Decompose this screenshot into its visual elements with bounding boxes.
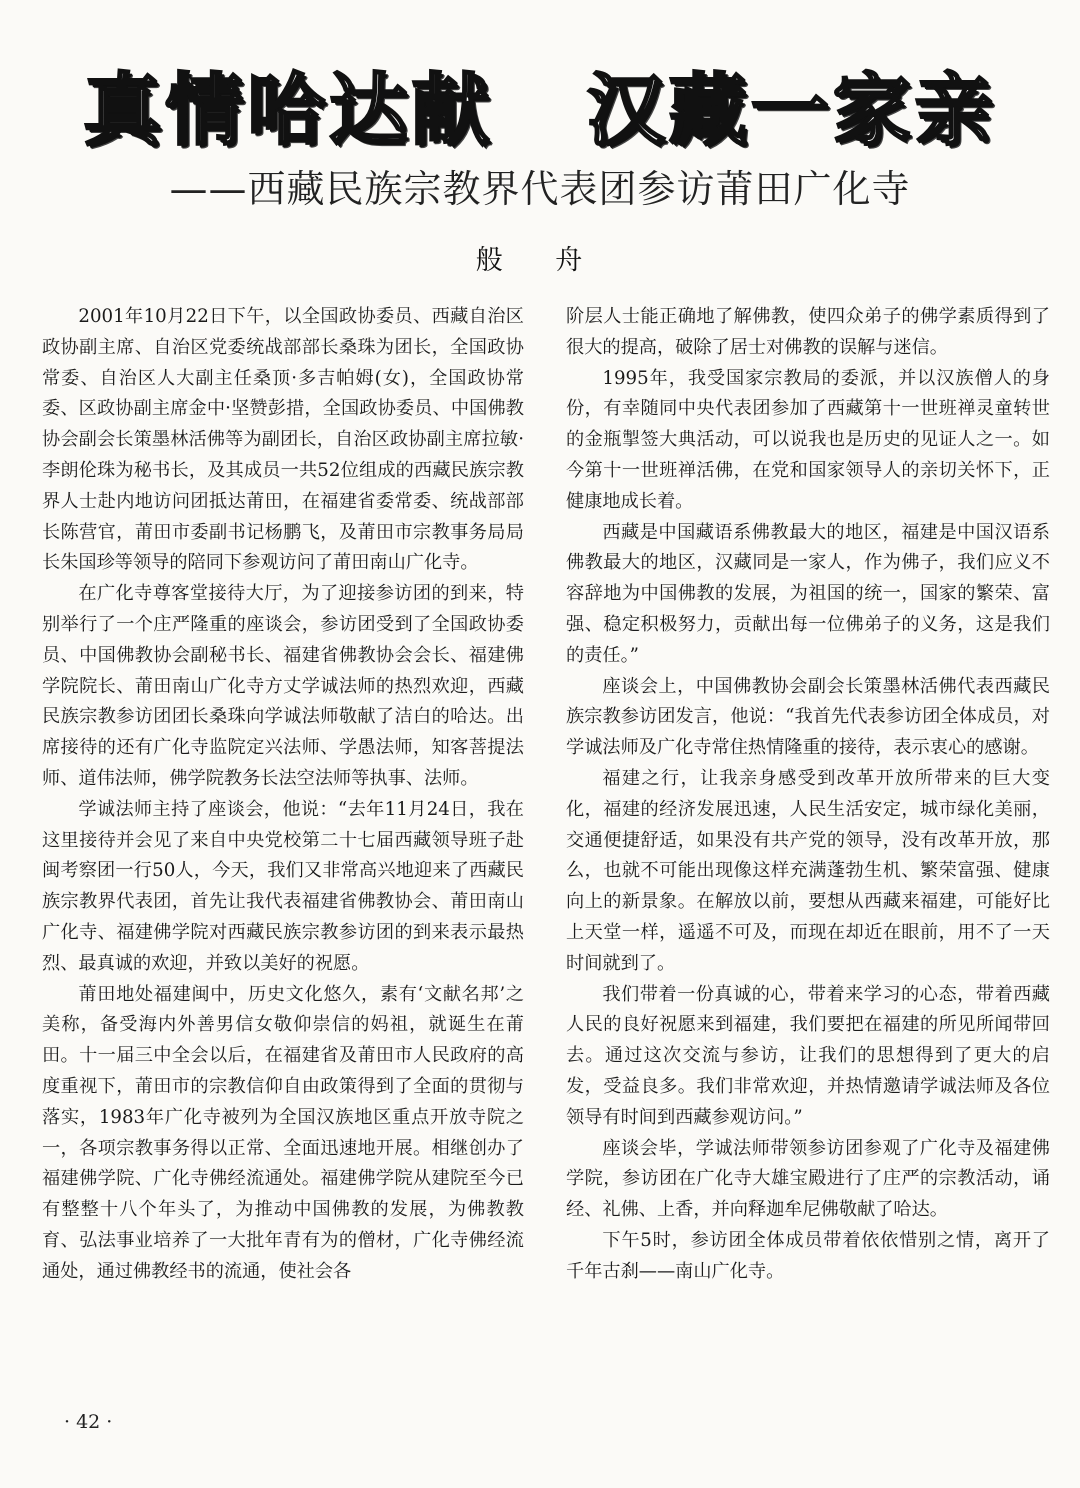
- paragraph: 座谈会毕，学诚法师带领参访团参观了广化寺及福建佛学院，参访团在广化寺大雄宝殿进行了庄严的宗教活动，诵经、礼佛、上香，并向释迦牟尼佛敬献了哈达。: [566, 1137, 1050, 1221]
- paragraph: 莆田地处福建闽中，历史文化悠久，素有‘文献名邦’之美称，备受海内外善男信女敬仰崇信的妈祖，就诞生在莆田。十一届三中全会以后，在福建省及莆田市人民政府的高度重视下，莆田市的宗教信仰自由政策得到了全面的贯彻与落实，1983年广化寺被列为全国汉族地区重点开放寺院之一，各项宗教事务得以正常、全面迅速地开展。相继创办了福建佛学院、广化寺佛经流通处。福建佛学院从建院至今已有整整十八个年头了，为推动中国佛教的发展，为佛教教育、弘法事业培养了一大批年青有为的僧材，广化寺佛经流通处，通过佛教经书的流通，使社会各: [42, 983, 524, 1282]
- paragraph: 2001年10月22日下午，以全国政协委员、西藏自治区政协副主席、自治区党委统战部部长桑珠为团长，全国政协常委、自治区人大副主任桑顶·多吉帕姆(女)，全国政协常委、区政协副主席金中·坚赞彭措，全国政协委员、中国佛教协会副会长策墨林活佛等为副团长，自治区政协副主席拉敏·李朗伦珠为秘书长，及其成员一共52位组成的西藏民族宗教界人士赴内地访问团抵达莆田，在福建省委常委、统战部部长陈营官，莆田市委副书记杨鹏飞，及莆田市宗教事务局局长朱国珍等领导的陪同下参观访问了莆田南山广化寺。: [42, 306, 524, 574]
- article-title: 真情哈达献 汉藏一家亲: [83, 66, 997, 156]
- paragraph: 下午5时，参访团全体成员带着依依惜别之情，离开了千年古刹——南山广化寺。: [566, 1229, 1050, 1282]
- paragraph: 福建之行，让我亲身感受到改革开放所带来的巨大变化，福建的经济发展迅速，人民生活安定，城市绿化美丽，交通便捷舒适，如果没有共产党的领导，没有改革开放，那么，也就不可能出现像这样充满蓬勃生机、繁荣富强、健康向上的新景象。在解放以前，要想从西藏来福建，可能好比上天堂一样，遥遥不可及，而现在却近在眼前，用不了一天时间就到了。: [566, 767, 1050, 974]
- paragraph: 座谈会上，中国佛教协会副会长策墨林活佛代表西藏民族宗教参访团发言，他说：“我首先代表参访团全体成员，对学诚法师及广化寺常住热情隆重的接待，表示衷心的感谢。: [566, 675, 1050, 759]
- article-subtitle: ——西藏民族宗教界代表团参访莆田广化寺: [169, 167, 911, 211]
- paragraph: 在广化寺尊客堂接待大厅，为了迎接参访团的到来，特别举行了一个庄严隆重的座谈会，参访团受到了全国政协委员、中国佛教协会副秘书长、福建省佛教协会会长、福建佛学院院长、莆田南山广化寺方丈学诚法师的热烈欢迎，西藏民族宗教参访团团长桑珠向学诚法师敬献了洁白的哈达。出席接待的还有广化寺监院定兴法师、学愚法师，知客菩提法师、道伟法师，佛学院教务长法空法师等执事、法师。: [42, 583, 524, 789]
- paragraph: 学诚法师主持了座谈会，他说：“去年11月24日，我在这里接待并会见了来自中央党校第二十七届西藏领导班子赴闽考察团一行50人，今天，我们又非常高兴地迎来了西藏民族宗教界代表团，首先让我代表福建省佛教协会、莆田南山广化寺、福建佛学院对西藏民族宗教参访团的到来表示最热烈、最真诚的欢迎，并致以美好的祝愿。: [42, 798, 524, 974]
- paragraph: 我们带着一份真诚的心，带着来学习的心态，带着西藏人民的良好祝愿来到福建，我们要把在福建的所见所闻带回去。通过这次交流与参访，让我们的思想得到了更大的启发，受益良多。我们非常欢迎，并热情邀请学诚法师及各位领导有时间到西藏参观访问。”: [566, 983, 1050, 1128]
- right-column: [566, 302, 1050, 1288]
- paragraph: 西藏是中国藏语系佛教最大的地区，福建是中国汉语系佛教最大的地区，汉藏同是一家人，作为佛子，我们应义不容辞地为中国佛教的发展，为祖国的统一，国家的繁荣、富强、稳定积极努力，贡献出每一位佛弟子的义务，这是我们的责任。”: [566, 521, 1050, 666]
- page-number: · 42 ·: [64, 1411, 113, 1433]
- paragraph-continuation: 阶层人士能正确地了解佛教，使四众弟子的佛学素质得到了很大的提高，破除了居士对佛教的误解与迷信。: [566, 306, 1050, 358]
- article-author: 般 舟: [475, 245, 605, 276]
- paragraph: 1995年，我受国家宗教局的委派，并以汉族僧人的身份，有幸随同中央代表团参加了西藏第十一世班禅灵童转世的金瓶掣签大典活动，可以说我也是历史的见证人之一。如今第十一世班禅活佛，在党和国家领导人的亲切关怀下，正健康地成长着。: [566, 367, 1050, 512]
- left-column: [42, 302, 524, 1288]
